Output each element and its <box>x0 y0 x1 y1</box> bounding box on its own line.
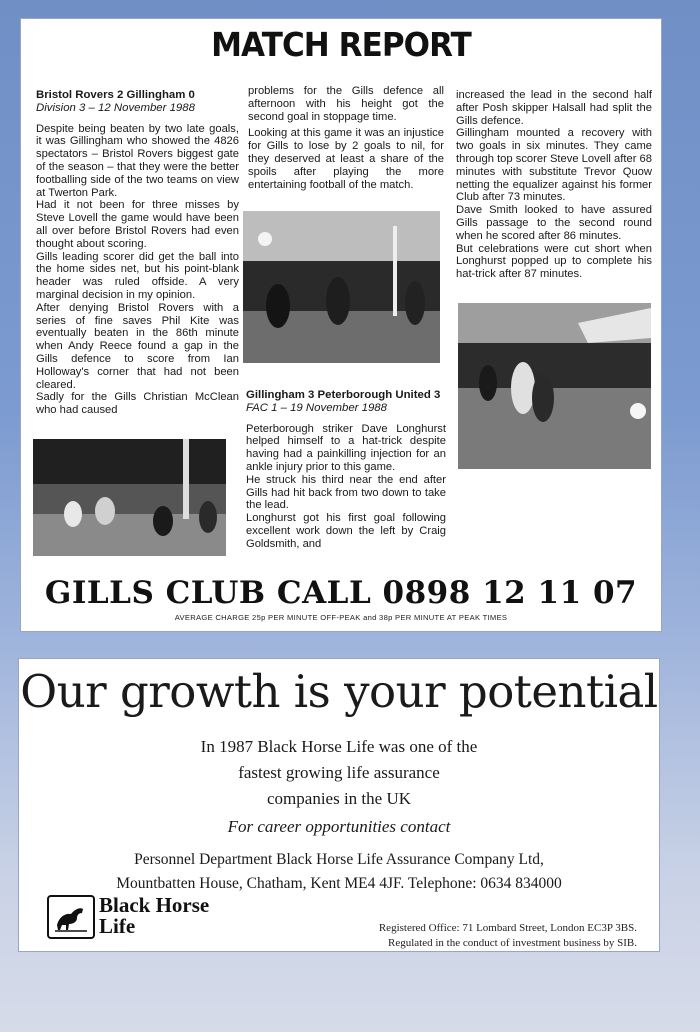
paragraph: Longhurst got his first goal following excellent work down the left by Craig Goldsmith, and <box>246 512 446 550</box>
advert-line: fastest growing life assurance <box>238 763 440 782</box>
club-call-banner: GILLS CLUB CALL 0898 12 11 07 <box>44 575 638 611</box>
match-heading: Bristol Rovers 2 Gillingham 0 <box>36 89 195 101</box>
paragraph: Peterborough striker Dave Longhurst helped himself to a hat-trick despite having had a painkilling injection for an ankle injury prior to this game. <box>246 422 446 473</box>
match-report-panel <box>20 18 662 632</box>
regulation-line: Regulated in the conduct of investment business by SIB. <box>388 937 637 949</box>
report-column-2 <box>248 85 444 191</box>
paragraph: He struck his third near the end after Gills had hit back from two down to take the lead. <box>246 473 446 512</box>
advert-line: companies in the UK <box>267 789 411 808</box>
page-title: MATCH REPORT <box>211 25 471 64</box>
advert-slogan: Our growth is your potential <box>20 665 658 718</box>
logo-line-1: Black Horse <box>99 893 210 917</box>
report-column-2-lower <box>246 389 446 551</box>
registered-office-line: Registered Office: 71 Lombard Street, London EC3P 3BS. <box>378 922 637 934</box>
logo-line-2: Life <box>99 914 136 938</box>
match-subheading: FAC 1 – 19 November 1988 <box>246 401 387 414</box>
paragraph: But celebrations were cut short when Longhurst popped up to complete his hat-trick after 87 minutes. <box>456 242 652 281</box>
paragraph: Sadly for the Gills Christian McClean who had caused <box>36 391 239 417</box>
advert-address-line: Mountbatten House, Chatham, Kent ME4 4JF. Telephone: 0634 834000 <box>116 875 562 892</box>
match-heading: Gillingham 3 Peterborough United 3 <box>246 389 441 401</box>
paragraph: Had it not been for three misses by Steve Lovell the game would have been all over before Bristol Rovers had even thought about scoring. <box>36 199 239 250</box>
match-photo-2 <box>243 211 440 363</box>
paragraph: Despite being beaten by two late goals, it was Gillingham who showed the 4826 spectators – Bristol Rovers biggest gate of the season – that they were the better footballing side of the two teams on view at Twerton Park. <box>36 122 239 199</box>
black-horse-logo-text <box>99 895 209 937</box>
paragraph: Dave Smith looked to have assured Gills passage to the second round when he scored after 86 minutes. <box>456 204 652 242</box>
black-horse-icon <box>47 895 95 939</box>
paragraph: Looking at this game it was an injustice for Gills to lose by 2 goals to nil, for they deserved at least a share of the spoils after playing the more entertaining football of the match. <box>248 127 444 191</box>
advert-contact-line: For career opportunities contact <box>227 817 451 836</box>
black-horse-advert <box>18 658 660 952</box>
paragraph: Gillingham mounted a recovery with two goals in six minutes. They came through top scorer Steve Lovell after 68 minutes with substitute Trevor Quow netting the equalizer against his former Club after 73 minutes. <box>456 127 652 204</box>
report-column-3 <box>456 89 652 281</box>
match-subheading: Division 3 – 12 November 1988 <box>36 101 195 114</box>
paragraph: After denying Bristol Rovers with a series of fine saves Phil Kite was eventually beaten in the 86th minute when Andy Reece found a gap in the Gills defence to score from Ian Holloway's corner that had not been cleared. <box>36 301 239 391</box>
registered-office <box>379 921 637 951</box>
advert-address-line: Personnel Department Black Horse Life Assurance Company Ltd, <box>134 851 544 868</box>
paragraph: Gills leading scorer did get the ball into the home sides net, but his point-blank header was ruled offside. A very marginal decision in my opinion. <box>36 250 239 301</box>
club-call-charge: AVERAGE CHARGE 25p PER MINUTE OFF-PEAK and 38p PER MINUTE AT PEAK TIMES <box>174 613 508 622</box>
match-photo-1 <box>33 439 226 556</box>
match-photo-3 <box>458 303 651 469</box>
advert-line: In 1987 Black Horse Life was one of the <box>200 737 478 756</box>
paragraph: increased the lead in the second half after Posh skipper Halsall had split the Gills defence. <box>456 89 652 127</box>
paragraph: problems for the Gills defence all afternoon with his height got the second goal in stoppage time. <box>248 85 444 123</box>
report-column-1 <box>36 89 239 417</box>
